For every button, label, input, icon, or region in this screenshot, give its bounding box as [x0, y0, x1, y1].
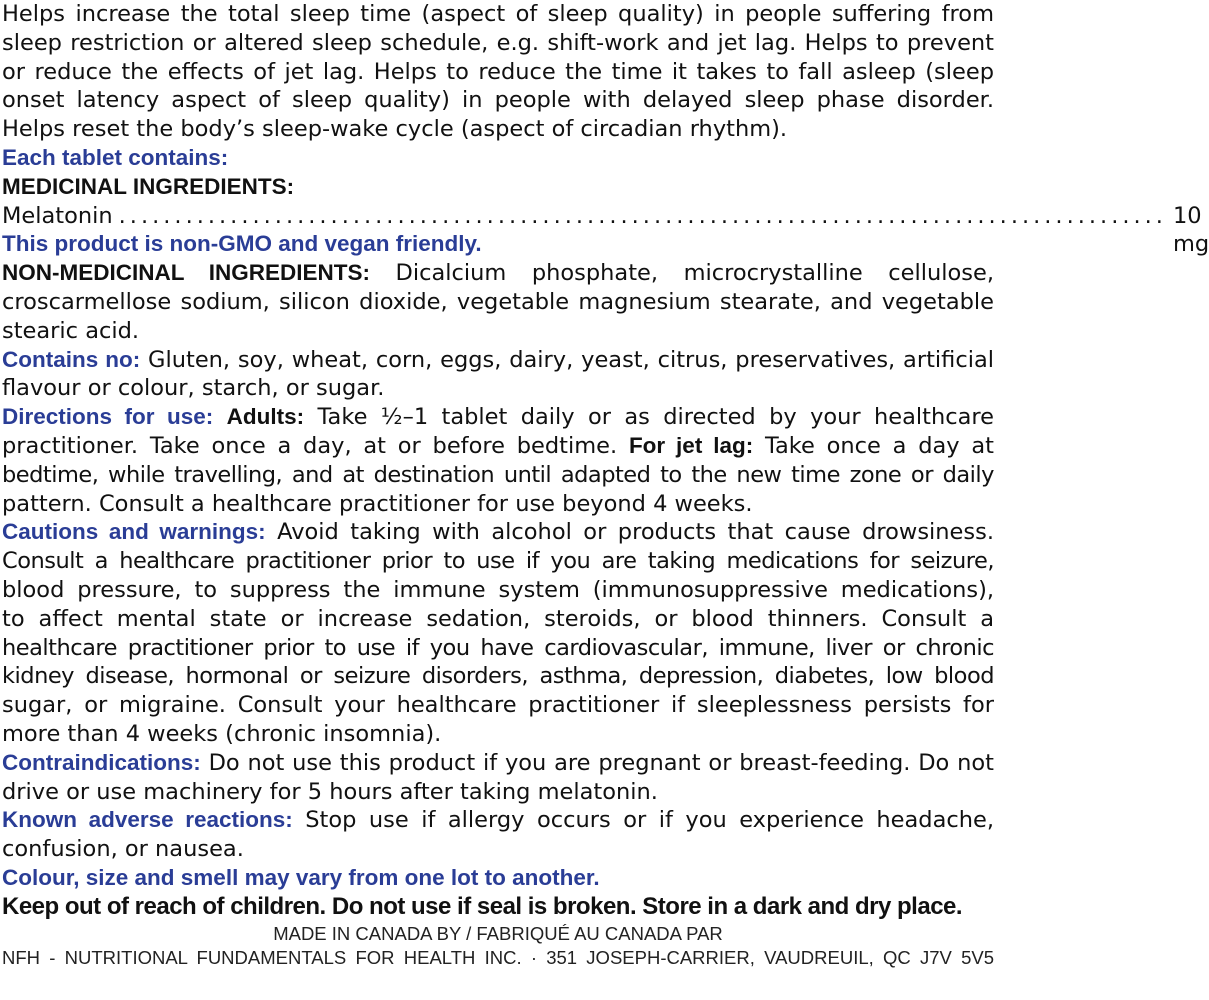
claims-line: sleep restriction or altered sleep schedule, e.g. shift-work and jet lag. Helps to prevent: [2, 29, 994, 56]
contraindications-text: drive or use machinery for 5 hours after taking melatonin.: [2, 778, 658, 805]
cautions-text: to affect mental state or increase sedation, steroids, or blood thinners. Consult a: [2, 605, 994, 632]
non-medicinal-text: Dicalcium phosphate, microcrystalline cellulose,: [395, 260, 995, 287]
cautions-text: sugar, or migraine. Consult your healthcare practitioner if sleeplessness persists for: [2, 692, 994, 719]
directions-heading: Directions for use:: [2, 404, 214, 430]
keep-out-of-reach-warning: Keep out of reach of children. Do not use if seal is broken. Store in a dark and dry place.: [2, 892, 963, 920]
cautions-text: blood pressure, to suppress the immune system (immunosuppressive medications),: [2, 576, 994, 603]
contraindications-text: Do not use this product if you are pregnant or breast-feeding. Do not: [208, 749, 994, 776]
contraindications-section: [2, 749, 994, 807]
adverse-reactions-heading: Known adverse reactions:: [2, 807, 293, 833]
contraindications-heading: Contraindications:: [2, 749, 201, 775]
contains-no-text: flavour or colour, starch, or sugar.: [2, 375, 385, 402]
cautions-text: more than 4 weeks (chronic insomnia).: [2, 720, 442, 747]
directions-text: Take ½–1 tablet daily or as directed by your healthcare: [317, 404, 995, 431]
non-medicinal-heading: NON-MEDICINAL INGREDIENTS:: [2, 260, 370, 286]
non-medicinal-text: croscarmellose sodium, silicon dioxide, vegetable magnesium stearate, and vegetable: [2, 288, 994, 315]
colour-variation-note: Colour, size and smell may vary from one lot to another.: [2, 864, 600, 890]
tablet-contents-section: [2, 144, 1209, 259]
made-in-canada-line: MADE IN CANADA BY / FABRIQUÉ AU CANADA PAR: [273, 922, 723, 944]
directions-text: practitioner. Take once a day, at or before bedtime.: [2, 432, 618, 459]
cautions-heading: Cautions and warnings:: [2, 519, 266, 545]
directions-text: Take once a day at: [764, 432, 994, 459]
recommended-use-section: [2, 0, 994, 144]
ingredient-name: Melatonin: [2, 202, 113, 229]
adverse-reactions-text: Stop use if allergy occurs or if you experience headache,: [305, 807, 994, 834]
cautions-text: Consult a healthcare practitioner prior to use if you are taking medications for seizure,: [2, 548, 994, 575]
contains-no-heading: Contains no:: [2, 346, 141, 372]
jet-lag-label: For jet lag:: [628, 432, 754, 458]
non-medicinal-text: stearic acid.: [2, 317, 140, 344]
adults-label: Adults:: [226, 404, 305, 430]
dot-leader: ..............................................................................................: [118, 202, 1167, 229]
contains-no-text: Gluten, soy, wheat, corn, eggs, dairy, yeast, citrus, preservatives, artificial: [148, 346, 994, 373]
directions-text: pattern. Consult a healthcare practitioner for use beyond 4 weeks.: [2, 490, 753, 517]
directions-text: bedtime, while travelling, and at destination until adapted to the new time zone or daily: [2, 461, 994, 488]
claims-line: onset latency aspect of sleep quality) in people with delayed sleep phase disorder.: [2, 87, 994, 114]
cautions-text: healthcare practitioner prior to use if you have cardiovascular, immune, liver or chronic: [2, 634, 994, 661]
contains-no-section: [2, 346, 994, 404]
claims-line: Helps reset the body’s sleep-wake cycle (aspect of circadian rhythm).: [2, 116, 788, 143]
claims-line: or reduce the effects of jet lag. Helps to reduce the time it takes to fall asleep (sleep: [2, 58, 994, 85]
cautions-text: Avoid taking with alcohol or products that cause drowsiness.: [277, 519, 994, 546]
manufacturer-address-line: NFH - NUTRITIONAL FUNDAMENTALS FOR HEALTH INC. · 351 JOSEPH-CARRIER, VAUDREUIL, QC J7V 5V5: [2, 946, 994, 968]
each-tablet-heading: Each tablet contains:: [2, 144, 229, 170]
ingredient-amount: 10 mg: [1172, 202, 1209, 258]
adverse-reactions-text: confusion, or nausea.: [2, 836, 244, 863]
non-medicinal-section: [2, 259, 994, 345]
non-gmo-statement: This product is non-GMO and vegan friendly.: [2, 231, 482, 257]
adverse-reactions-section: [2, 806, 994, 864]
medicinal-ingredients-heading: MEDICINAL INGREDIENTS:: [2, 173, 295, 199]
claims-line: Helps increase the total sleep time (aspect of sleep quality) in people suffering from: [2, 1, 994, 27]
cautions-text: kidney disease, hormonal or seizure disorders, asthma, depression, diabetes, low blood: [2, 663, 994, 690]
directions-section: [2, 403, 994, 518]
cautions-section: [2, 518, 994, 748]
